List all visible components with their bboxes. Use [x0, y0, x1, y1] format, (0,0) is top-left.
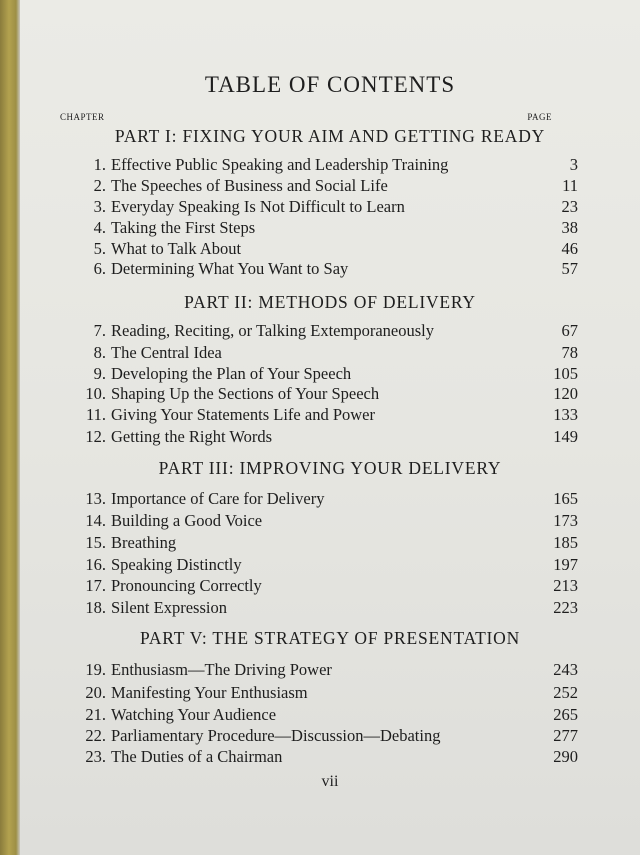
part-heading: PART II: METHODS OF DELIVERY — [184, 292, 476, 312]
page-number: 197 — [553, 555, 578, 574]
chapter-number: 8. — [93, 343, 106, 362]
chapter-number: 7. — [93, 321, 106, 340]
toc-entry — [58, 320, 578, 342]
page-number: 11 — [562, 176, 578, 195]
page-number: 243 — [553, 660, 578, 679]
chapter-title: Speaking Distinctly — [111, 555, 242, 574]
toc-entry — [58, 154, 578, 176]
chapter-number: 21. — [85, 705, 106, 724]
toc-entry — [58, 510, 578, 532]
page-number: 133 — [553, 405, 578, 424]
chapter-title: Enthusiasm—The Driving Power — [111, 660, 332, 679]
page-number: 223 — [553, 598, 578, 617]
toc-entry — [58, 659, 578, 681]
chapter-number: 2. — [93, 176, 106, 195]
chapter-number: 13. — [85, 489, 106, 508]
chapter-number: 11. — [85, 405, 106, 424]
page-number: 252 — [553, 683, 578, 702]
toc-entry — [58, 575, 578, 597]
chapter-number: 5. — [93, 239, 106, 258]
page-number: 149 — [553, 427, 578, 446]
chapter-column-header: CHAPTER — [60, 112, 105, 122]
toc-entry — [58, 682, 578, 704]
toc-entry — [58, 554, 578, 576]
toc-entry — [58, 363, 578, 385]
part-heading: PART V: THE STRATEGY OF PRESENTATION — [139, 628, 521, 648]
chapter-title: Breathing — [111, 533, 177, 552]
chapter-number: 10. — [85, 384, 106, 403]
toc-entry — [58, 404, 578, 426]
page-number: 23 — [561, 197, 578, 216]
page-number: 105 — [553, 364, 578, 383]
chapter-title: The Duties of a Chairman — [111, 747, 283, 766]
chapter-number: 6. — [93, 259, 106, 278]
toc-entry — [58, 238, 578, 260]
chapter-number: 3. — [93, 197, 106, 216]
folio-page-number: vii — [321, 773, 339, 790]
page-number: 38 — [561, 218, 578, 237]
page-number: 277 — [553, 726, 578, 745]
chapter-number: 12. — [85, 427, 106, 446]
chapter-title: Manifesting Your Enthusiasm — [111, 683, 308, 702]
chapter-number: 14. — [85, 511, 106, 530]
book-page — [20, 0, 640, 855]
chapter-number: 4. — [93, 218, 106, 237]
chapter-number: 9. — [93, 364, 106, 383]
page-title: TABLE OF CONTENTS — [204, 72, 456, 97]
page-number: 213 — [553, 576, 578, 595]
chapter-title: Developing the Plan of Your Speech — [111, 364, 352, 383]
chapter-number: 16. — [85, 555, 106, 574]
toc-entry — [58, 704, 578, 726]
chapter-number: 18. — [85, 598, 106, 617]
chapter-title: The Central Idea — [111, 343, 222, 362]
chapter-title: Importance of Care for Delivery — [111, 489, 325, 508]
chapter-title: Parliamentary Procedure—Discussion—Debating — [111, 726, 441, 745]
page-number: 165 — [553, 489, 578, 508]
toc-entry — [58, 532, 578, 554]
chapter-number: 15. — [85, 533, 106, 552]
chapter-title: Pronouncing Correctly — [111, 576, 262, 595]
toc-entry — [58, 258, 578, 280]
page-number: 173 — [553, 511, 578, 530]
chapter-title: Shaping Up the Sections of Your Speech — [111, 384, 380, 403]
chapter-title: Watching Your Audience — [111, 705, 277, 724]
page-number: 57 — [561, 259, 578, 278]
chapter-number: 23. — [85, 747, 106, 766]
chapter-title: Everyday Speaking Is Not Difficult to Learn — [111, 197, 405, 216]
chapter-title: Determining What You Want to Say — [111, 259, 349, 278]
chapter-title: Taking the First Steps — [111, 218, 256, 237]
page-number: 67 — [561, 321, 578, 340]
page-number: 46 — [561, 239, 578, 258]
page-number: 290 — [553, 747, 578, 766]
toc-entry — [58, 175, 578, 197]
toc-entry — [58, 746, 578, 768]
chapter-title: Getting the Right Words — [111, 427, 273, 446]
chapter-number: 20. — [85, 683, 106, 702]
chapter-number: 22. — [85, 726, 106, 745]
chapter-title: Effective Public Speaking and Leadership Training — [111, 155, 449, 174]
page-number: 265 — [553, 705, 578, 724]
chapter-title: Giving Your Statements Life and Power — [111, 405, 375, 424]
chapter-number: 19. — [85, 660, 106, 679]
chapter-title: Reading, Reciting, or Talking Extemporaneously — [111, 321, 434, 340]
chapter-title: The Speeches of Business and Social Life — [111, 176, 388, 195]
page-number: 120 — [553, 384, 578, 403]
page-number: 3 — [569, 155, 578, 174]
toc-entry — [58, 488, 578, 510]
chapter-number: 17. — [85, 576, 106, 595]
page-number: 78 — [561, 343, 578, 362]
book-binding-edge — [0, 0, 20, 855]
chapter-title: What to Talk About — [111, 239, 242, 258]
toc-entry — [58, 217, 578, 239]
chapter-number: 1. — [93, 155, 106, 174]
toc-entry — [58, 725, 578, 747]
page-column-header: PAGE — [527, 112, 552, 122]
part-heading: PART III: IMPROVING YOUR DELIVERY — [158, 458, 502, 478]
toc-entry — [58, 597, 578, 619]
page-number: 185 — [553, 533, 578, 552]
chapter-title: Silent Expression — [111, 598, 227, 617]
toc-entry — [58, 342, 578, 364]
toc-entry — [58, 383, 578, 405]
toc-entry — [58, 196, 578, 218]
toc-entry — [58, 426, 578, 448]
part-heading: PART I: FIXING YOUR AIM AND GETTING READY — [114, 126, 546, 146]
chapter-title: Building a Good Voice — [111, 511, 263, 530]
